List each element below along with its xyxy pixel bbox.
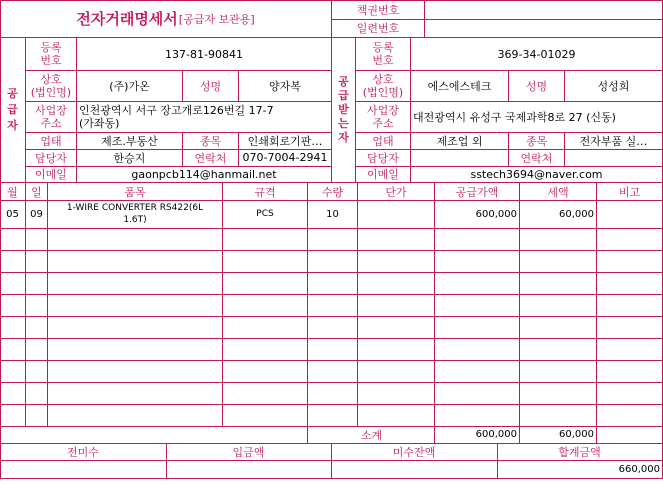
item-day: 09 <box>30 208 43 220</box>
col-month-header: 월 <box>7 185 18 199</box>
footer-total-value: 660,000 <box>618 463 660 475</box>
buyer-reg-label: 등록 번호 <box>372 41 394 67</box>
buyer-addr-label: 사업장 주소 <box>367 103 399 130</box>
supplier-item: 인쇄회로기판… <box>247 134 323 148</box>
supplier-ceo-label: 성명 <box>199 79 222 93</box>
supplier-tel: 070-7004-2941 <box>242 151 328 164</box>
buyer-reg-no: 369-34-01029 <box>497 47 576 61</box>
supplier-name: (주)가온 <box>109 79 150 93</box>
supplier-contact-label: 담당자 <box>35 151 67 165</box>
subtotal-tax: 60,000 <box>559 429 594 440</box>
serial-number-value <box>425 19 662 37</box>
supplier-addr: 인천광역시 서구 장고개로126번길 17-7 (가좌동) <box>79 103 274 130</box>
supplier-biz-label: 업태 <box>40 134 62 148</box>
title-main: 전자거래명세서 <box>76 10 178 28</box>
supplier-addr-label: 사업장 주소 <box>35 103 67 130</box>
document-title <box>0 0 331 37</box>
item-note <box>597 200 662 228</box>
buyer-email-label: 이메일 <box>367 168 399 181</box>
buyer-ceo: 성성희 <box>597 79 630 93</box>
serial-number-label: 일련번호 <box>356 22 400 35</box>
buyer-item-label: 종목 <box>525 134 548 148</box>
subtotal-label: 소계 <box>360 428 383 442</box>
col-price-header: 단가 <box>385 185 407 199</box>
supplier-reg-label: 등록 번호 <box>40 41 62 67</box>
book-number-label: 책권번호 <box>356 3 400 17</box>
item-month: 05 <box>6 208 19 220</box>
item-supply: 600,000 <box>475 208 517 220</box>
book-number-value <box>425 0 662 19</box>
footer-deposit-value <box>166 460 331 478</box>
buyer-name-label: 상호 (법인명) <box>362 72 404 99</box>
buyer-item: 전자부품 실… <box>579 134 648 148</box>
footer-unpaid-balance-label: 미수잔액 <box>392 445 436 459</box>
buyer-tel-label: 연락처 <box>520 151 553 165</box>
buyer-ceo-label: 성명 <box>525 79 548 93</box>
supplier-contact: 한승지 <box>113 151 146 165</box>
item-qty: 10 <box>326 208 339 220</box>
item-price <box>358 200 434 228</box>
buyer-contact-label: 담당자 <box>367 151 399 165</box>
col-qty-header: 수량 <box>321 185 344 199</box>
buyer-side-label: 공 급 받 는 자 <box>338 75 349 144</box>
col-note-header: 비고 <box>618 185 641 199</box>
col-item-header: 품목 <box>124 185 146 199</box>
supplier-email-label: 이메일 <box>35 168 67 181</box>
footer-prev-unpaid-label: 전미수 <box>67 445 99 459</box>
supplier-item-label: 종목 <box>199 134 222 148</box>
buyer-contact <box>411 149 508 166</box>
supplier-email: gaonpcb114@hanmail.net <box>131 167 277 181</box>
buyer-addr: 대전광역시 유성구 국제과학8로 27 (신동) <box>413 110 616 124</box>
footer-unpaid-balance-value <box>331 460 497 478</box>
supplier-name-label: 상호 (법인명) <box>30 72 72 99</box>
col-day-header: 일 <box>31 185 42 199</box>
buyer-biz: 제조업 외 <box>436 134 483 148</box>
supplier-side-label: 공 급 자 <box>7 87 18 132</box>
buyer-name: 에스에스테크 <box>427 79 492 93</box>
title-sub: [공급자 보관용] <box>178 12 255 26</box>
buyer-email: sstech3694@naver.com <box>470 167 603 181</box>
col-tax-header: 세액 <box>547 185 569 199</box>
buyer-biz-label: 업태 <box>372 134 394 148</box>
footer-deposit-label: 입금액 <box>232 445 265 459</box>
footer-prev-unpaid-value <box>0 460 166 478</box>
footer-total-label: 합계금액 <box>558 445 601 459</box>
supplier-reg-no: 137-81-90841 <box>165 47 243 61</box>
col-supply-header: 공급가액 <box>455 185 499 199</box>
subtotal-supply: 600,000 <box>475 429 517 440</box>
item-tax: 60,000 <box>559 208 594 220</box>
supplier-biz: 제조.부동산 <box>101 134 158 148</box>
item-spec: PCS <box>256 209 274 219</box>
supplier-tel-label: 연락처 <box>194 151 227 165</box>
item-name: 1-WIRE CONVERTER RS422(6L 1.6T) <box>66 203 204 225</box>
supplier-ceo: 양자복 <box>269 79 301 93</box>
buyer-tel <box>565 149 662 166</box>
col-spec-header: 규격 <box>254 185 276 199</box>
